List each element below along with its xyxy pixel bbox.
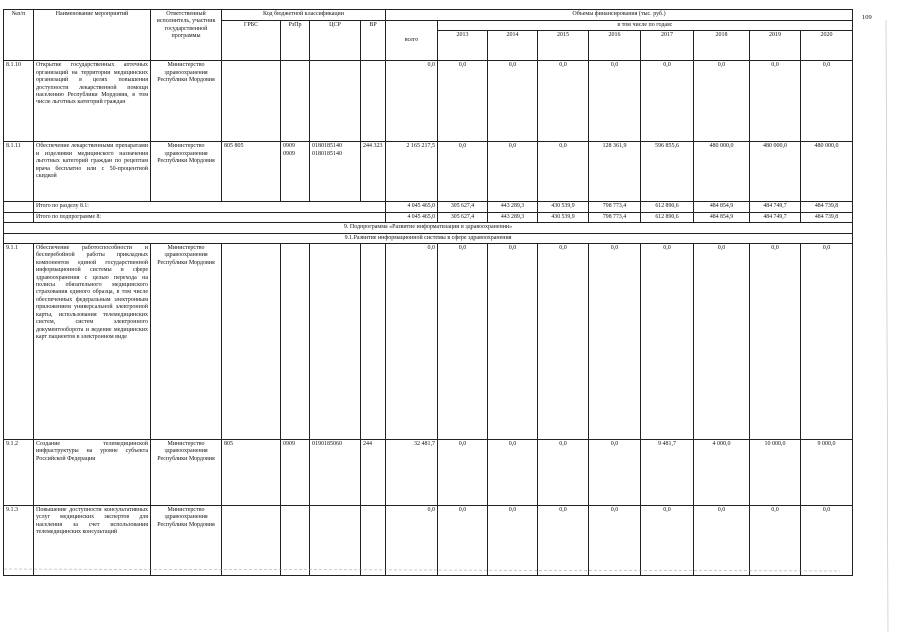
header-rzpr: РзПр — [281, 21, 310, 61]
row-year-value: 0,0 — [694, 244, 750, 440]
total-year-value: 443 289,3 — [488, 212, 538, 222]
row-rzpr: 0909 0909 — [281, 142, 310, 202]
row-year-value: 10 000,0 — [750, 440, 801, 506]
row-year-value: 480 000,0 — [694, 142, 750, 202]
header-year: 2020 — [801, 31, 853, 61]
row-name: Открытие государственных аптечных организаций на территории медицинских организаций в целях повышения доступности лекарственной помощи населению Республики Мордовия, в том числе льготных категорий граждан — [34, 61, 151, 142]
row-num: 9.1.2 — [4, 440, 34, 506]
row-year-value: 0,0 — [694, 506, 750, 576]
row-year-value: 0,0 — [538, 142, 589, 202]
row-grbs: 805 805 — [222, 142, 281, 202]
bottom-rule — [4, 569, 840, 571]
row-year-value: 0,0 — [438, 61, 488, 142]
row-total: 2 165 217,5 — [386, 142, 438, 202]
header-funding: Объемы финансирования (тыс. руб.) — [386, 10, 853, 21]
header-csr: ЦСР — [310, 21, 361, 61]
total-year-value: 484 749,7 — [750, 212, 801, 222]
row-rzpr: 0909 — [281, 440, 310, 506]
total-year-value: 484 749,7 — [750, 202, 801, 212]
row-year-value: 480 000,0 — [801, 142, 853, 202]
row-year-value: 0,0 — [589, 244, 641, 440]
total-sum: 4 045 465,0 — [386, 202, 438, 212]
row-csr: 0180185140 0180185140 — [310, 142, 361, 202]
header-year: 2017 — [641, 31, 694, 61]
row-year-value: 0,0 — [488, 244, 538, 440]
row-name: Создание телемедицинской инфраструктуры на уровне субъекта Российской Федерации — [34, 440, 151, 506]
row-year-value: 0,0 — [538, 440, 589, 506]
row-num: 8.1.10 — [4, 61, 34, 142]
total-year-value: 305 627,4 — [438, 212, 488, 222]
row-num: 9.1.3 — [4, 506, 34, 576]
row-year-value: 0,0 — [538, 61, 589, 142]
row-year-value: 0,0 — [801, 506, 853, 576]
header-by-years: в том числе по годам: — [438, 21, 853, 31]
row-year-value: 480 000,0 — [750, 142, 801, 202]
header-year: 2019 — [750, 31, 801, 61]
row-year-value: 0,0 — [750, 244, 801, 440]
total-year-value: 484 739,8 — [801, 212, 853, 222]
row-year-value: 0,0 — [589, 61, 641, 142]
header-budget-code: Код бюджетной классификации — [222, 10, 386, 21]
page-number: 109 — [862, 14, 872, 21]
header-vr: ВР — [361, 21, 386, 61]
total-year-value: 484 854,9 — [694, 212, 750, 222]
header-name: Наименование мероприятий — [34, 10, 151, 61]
margin-line — [886, 20, 888, 632]
row-total: 0,0 — [386, 244, 438, 440]
row-year-value: 0,0 — [438, 142, 488, 202]
total-label: Итого по подпрограмме 8: — [34, 212, 386, 222]
row-year-value: 0,0 — [589, 440, 641, 506]
total-label: Итого по разделу 8.1: — [34, 202, 386, 212]
total-year-value: 798 773,4 — [589, 212, 641, 222]
row-year-value: 0,0 — [801, 61, 853, 142]
row-year-value: 0,0 — [438, 440, 488, 506]
row-grbs: 805 — [222, 440, 281, 506]
row-total: 0,0 — [386, 61, 438, 142]
row-year-value: 0,0 — [438, 506, 488, 576]
row-responsible: Министерство здравоохранения Республики Мордовия — [151, 61, 222, 142]
total-year-value: 430 539,9 — [538, 212, 589, 222]
row-year-value: 0,0 — [538, 244, 589, 440]
header-year: 2013 — [438, 31, 488, 61]
total-year-value: 430 539,9 — [538, 202, 589, 212]
header-responsible: Ответственный исполнитель, участник государственной программы — [151, 10, 222, 61]
row-year-value: 0,0 — [641, 506, 694, 576]
header-year: 2018 — [694, 31, 750, 61]
header-year: 2014 — [488, 31, 538, 61]
row-responsible: Министерство здравоохранения Республики Мордовия — [151, 440, 222, 506]
total-year-value: 443 289,3 — [488, 202, 538, 212]
row-responsible: Министерство здравоохранения Республики Мордовия — [151, 142, 222, 202]
row-year-value: 0,0 — [641, 61, 694, 142]
total-sum: 4 045 465,0 — [386, 212, 438, 222]
row-vr: 244 323 — [361, 142, 386, 202]
row-num: 8.1.11 — [4, 142, 34, 202]
total-year-value: 484 854,9 — [694, 202, 750, 212]
row-year-value: 0,0 — [538, 506, 589, 576]
row-num: 9.1.1 — [4, 244, 34, 440]
total-year-value: 484 739,8 — [801, 202, 853, 212]
row-name: Обеспечение работоспособности и бесперебойной работы прикладных компонентов единой государственной информационной системы в сфере здравоохранения с целью перехода на полисы обязательного медицинского страхования единого образца, в том числе обеспеченных федеральным электронным приложением универсальной электронной карты, использования телемедицинских систем, систем электронного документооборота и ведение медицинских карт пациентов в электронном виде — [34, 244, 151, 440]
row-year-value: 0,0 — [750, 61, 801, 142]
header-year: 2016 — [589, 31, 641, 61]
row-year-value: 0,0 — [694, 61, 750, 142]
row-responsible: Министерство здравоохранения Республики Мордовия — [151, 506, 222, 576]
header-grbs: ГРБС — [222, 21, 281, 61]
row-year-value: 0,0 — [488, 440, 538, 506]
total-year-value: 305 627,4 — [438, 202, 488, 212]
row-vr: 244 — [361, 440, 386, 506]
row-name: Повышение доступности консультативных услуг медицинских экспертов для населения за счет использования телемедицинских консультаций — [34, 506, 151, 576]
section-title: 9. Подпрограмма «Развитие информатизации в здравоохранении» — [4, 223, 853, 233]
total-year-value: 612 890,6 — [641, 212, 694, 222]
row-year-value: 0,0 — [438, 244, 488, 440]
row-year-value: 0,0 — [488, 61, 538, 142]
subsection-title: 9.1.Развитие информационной системы в сфере здравоохранения — [4, 233, 853, 243]
total-year-value: 798 773,4 — [589, 202, 641, 212]
row-year-value: 0,0 — [488, 506, 538, 576]
row-year-value: 9 481,7 — [641, 440, 694, 506]
row-year-value: 0,0 — [488, 142, 538, 202]
row-responsible: Министерство здравоохранения Республики Мордовия — [151, 244, 222, 440]
header-year: 2015 — [538, 31, 589, 61]
row-year-value: 596 855,6 — [641, 142, 694, 202]
row-year-value: 0,0 — [750, 506, 801, 576]
row-total: 32 481,7 — [386, 440, 438, 506]
header-num: №п/п — [4, 10, 34, 61]
row-year-value: 0,0 — [641, 244, 694, 440]
row-year-value: 0,0 — [589, 506, 641, 576]
row-name: Обеспечение лекарственными препаратами и изделиями медицинского назначения льготных категорий граждан по рецептам врача бесплатно или с 50-процентной скидкой — [34, 142, 151, 202]
row-total: 0,0 — [386, 506, 438, 576]
header-total: всего — [386, 21, 438, 61]
total-year-value: 612 890,6 — [641, 202, 694, 212]
row-year-value: 9 000,0 — [801, 440, 853, 506]
row-year-value: 128 361,9 — [589, 142, 641, 202]
row-year-value: 0,0 — [801, 244, 853, 440]
row-csr: 0190185060 — [310, 440, 361, 506]
row-year-value: 4 000,0 — [694, 440, 750, 506]
